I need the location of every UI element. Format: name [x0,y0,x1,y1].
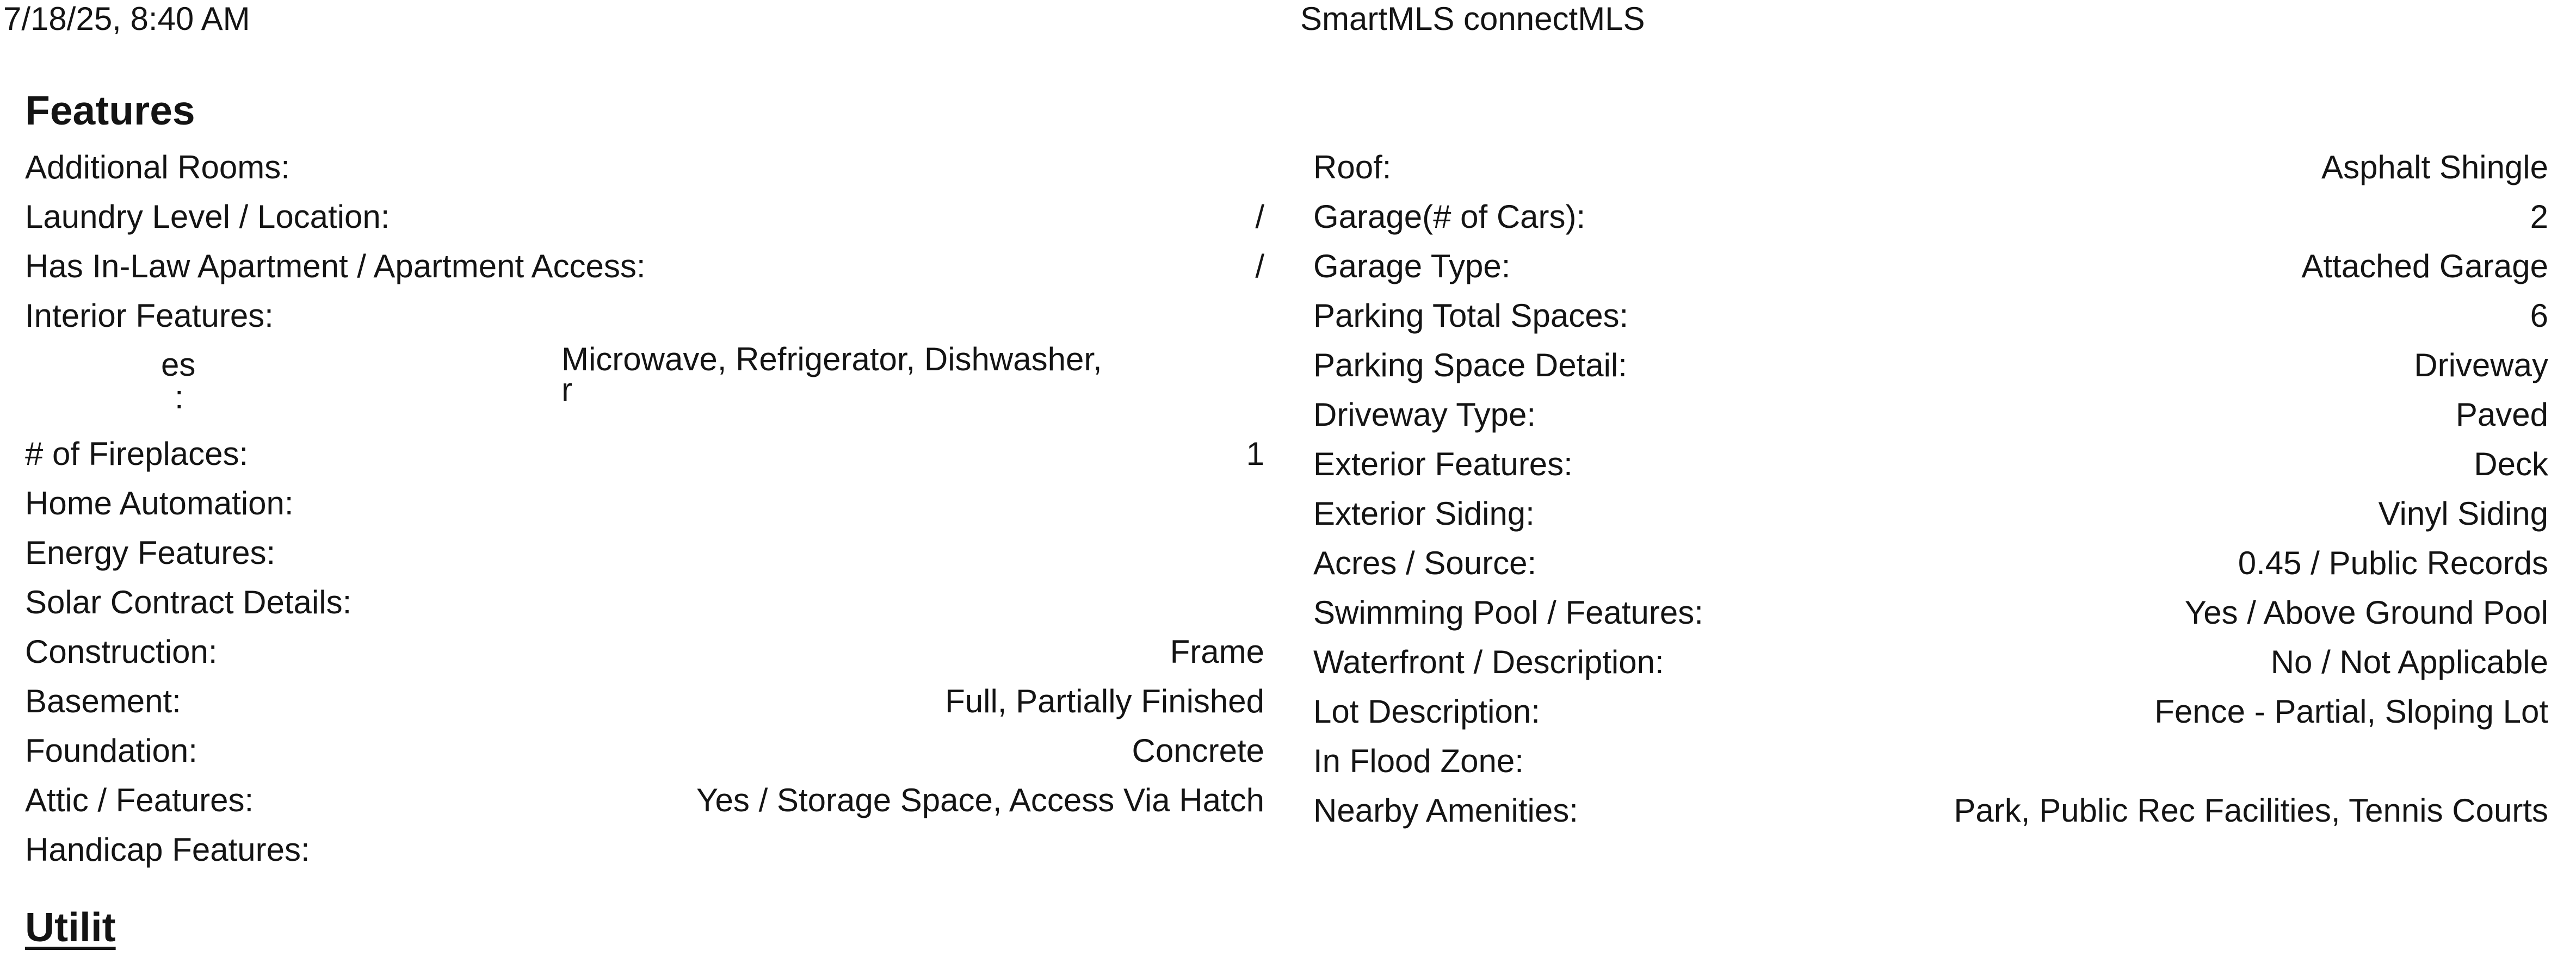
feature-value: Fence - Partial, Sloping Lot [2154,693,2548,730]
feature-value: Concrete [1132,732,1264,769]
feature-label: Exterior Siding: [1313,495,1535,532]
feature-value: Park, Public Rec Facilities, Tennis Courts [1954,792,2548,829]
feature-row [1313,538,2548,588]
feature-row [1313,241,2548,291]
features-right-column [1313,142,2548,835]
feature-row [25,479,1264,528]
feature-value: No / Not Applicable [2270,644,2548,680]
feature-row [25,528,1264,577]
feature-label: Has In-Law Apartment / Apartment Access: [25,248,646,284]
feature-value: 2 [2530,198,2548,235]
feature-row [1313,439,2548,489]
feature-label: Nearby Amenities: [1313,792,1578,829]
feature-value: 0.45 / Public Records [2238,545,2548,581]
feature-label: Interior Features: [25,297,274,334]
print-date: 7/18/25, 8:40 AM [3,1,250,37]
features-heading: Features [25,88,195,133]
utilities-heading: Utilit [25,904,116,950]
appliances-label: es [161,346,196,383]
feature-row [25,577,1264,627]
feature-label: Waterfront / Description: [1313,644,1664,680]
feature-row [1313,588,2548,637]
feature-value: 1 [1246,436,1264,472]
feature-label: Foundation: [25,732,197,769]
feature-label: Energy Features: [25,535,276,571]
appliances-row [25,340,1264,429]
feature-row [25,676,1264,726]
feature-label: Swimming Pool / Features: [1313,594,1703,631]
feature-label: Garage Type: [1313,248,1511,284]
feature-row [25,192,1264,241]
feature-label: Home Automation: [25,485,294,521]
feature-label: Parking Total Spaces: [1313,297,1629,334]
appliances-value: Microwave, Refrigerator, Dishwasher, [561,341,1102,377]
feature-label: Driveway Type: [1313,396,1536,433]
feature-row [1313,340,2548,390]
feature-row [25,726,1264,775]
feature-value: Full, Partially Finished [945,683,1264,719]
feature-label: Garage(# of Cars): [1313,198,1586,235]
appliances-label-colon: : [175,379,184,415]
feature-label: Construction: [25,633,218,670]
feature-label: Exterior Features: [1313,446,1573,482]
feature-row [1313,142,2548,192]
feature-value: Yes / Storage Space, Access Via Hatch [696,782,1264,818]
feature-value: Attached Garage [2301,248,2548,284]
feature-value: Paved [2455,396,2548,433]
feature-value: 6 [2530,297,2548,334]
feature-row [1313,291,2548,340]
feature-row [1313,489,2548,538]
feature-row [25,775,1264,825]
feature-value: Deck [2474,446,2548,482]
feature-row [1313,390,2548,439]
feature-row [1313,192,2548,241]
feature-label: Roof: [1313,149,1392,185]
feature-value: / [1255,198,1264,235]
feature-value: Yes / Above Ground Pool [2184,594,2548,631]
feature-value: Asphalt Shingle [2321,149,2548,185]
feature-row [25,429,1264,479]
feature-label: Additional Rooms: [25,149,290,185]
feature-label: In Flood Zone: [1313,743,1524,779]
feature-row [25,241,1264,291]
feature-label: # of Fireplaces: [25,436,249,472]
feature-label: Attic / Features: [25,782,254,818]
feature-label: Lot Description: [1313,693,1540,730]
feature-row [25,825,1264,874]
feature-row [1313,637,2548,687]
feature-row [25,291,1264,340]
feature-row [1313,736,2548,786]
feature-label: Basement: [25,683,181,719]
appliances-value-continued: r [561,371,572,408]
feature-label: Handicap Features: [25,831,310,868]
feature-value: / [1255,248,1264,284]
feature-row [1313,786,2548,835]
feature-label: Parking Space Detail: [1313,347,1627,383]
feature-value: Frame [1170,633,1264,670]
site-title: SmartMLS connectMLS [1300,1,1645,37]
feature-row [25,142,1264,192]
features-left-column [25,142,1264,874]
feature-row [25,627,1264,676]
feature-row [1313,687,2548,736]
feature-value: Vinyl Siding [2378,495,2548,532]
feature-label: Solar Contract Details: [25,584,352,620]
feature-value: Driveway [2414,347,2548,383]
feature-label: Laundry Level / Location: [25,198,390,235]
feature-label: Acres / Source: [1313,545,1537,581]
